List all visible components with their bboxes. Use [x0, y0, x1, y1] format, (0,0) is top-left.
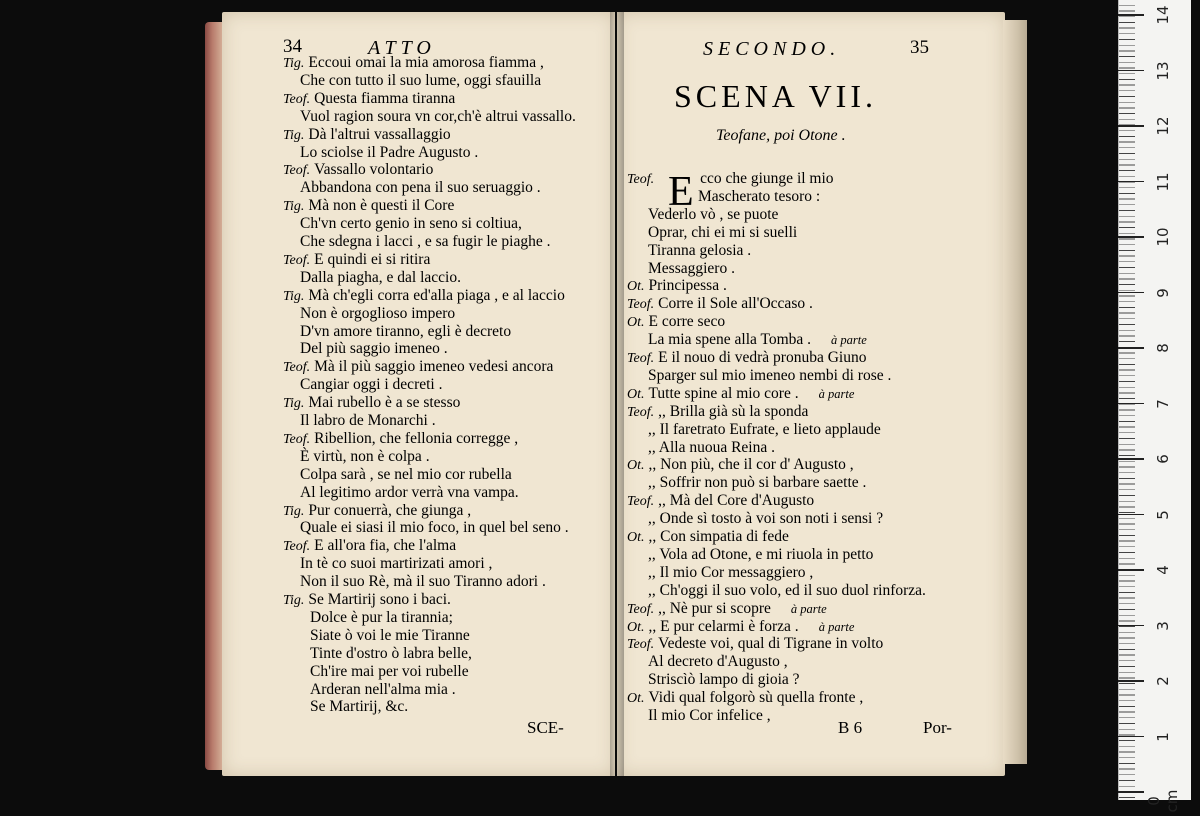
left-text-line — [310, 663, 469, 680]
right-text-line — [648, 474, 866, 491]
verse-text: Ch'ire mai per voi rubelle — [310, 662, 469, 680]
speaker-label: Ot. — [627, 530, 645, 545]
right-text-line — [648, 546, 873, 563]
left-text-line — [283, 358, 553, 376]
ruler-number: 2 — [1154, 676, 1172, 686]
left-text-line — [283, 430, 518, 448]
ruler-number: 13 — [1154, 60, 1172, 81]
verse-text: ,, Nè pur si scopre — [658, 599, 771, 617]
ruler-number: 14 — [1154, 5, 1172, 25]
left-text-line — [300, 448, 430, 465]
verse-text: E quindi ei si ritira — [314, 250, 431, 268]
page-stack-edge — [1003, 20, 1027, 764]
speaker-label: Tig. — [283, 396, 305, 412]
speaker-label: Ot. — [627, 691, 645, 707]
verse-text: Il mio Cor infelice , — [648, 707, 771, 724]
left-text-line — [283, 537, 456, 555]
ruler-major-tick — [1118, 236, 1144, 238]
ruler-major-tick — [1118, 70, 1144, 72]
verse-text: Al decreto d'Augusto , — [648, 653, 788, 671]
right-text-line — [648, 653, 788, 670]
verse-text: Se Martirij sono i baci. — [308, 591, 451, 608]
ruler-number: 9 — [1154, 287, 1172, 298]
right-text-line — [627, 600, 827, 618]
left-text-line — [310, 698, 408, 715]
verse-text: Mà il più saggio imeneo vedesi ancora — [314, 358, 554, 376]
ruler-number: 5 — [1154, 509, 1172, 520]
verse-text: Vedeste voi, qual di Tigrane in volto — [658, 635, 884, 653]
left-text-line — [310, 645, 472, 662]
verse-text: In tè co suoi martirizati amori , — [300, 555, 493, 573]
right-text-line — [648, 242, 751, 259]
verse-text: Questa fiamma tiranna — [314, 89, 456, 107]
right-text-line — [627, 492, 814, 510]
ruler-major-tick — [1118, 403, 1144, 405]
verse-text: ,, Il faretrato Eufrate, e lieto applaude — [648, 420, 881, 438]
ruler-number: 4 — [1154, 565, 1172, 575]
speaker-label: Ot. — [627, 315, 645, 331]
speaker-label: Teof. — [283, 91, 311, 107]
left-text-line — [300, 340, 448, 357]
verse-text: Mà non è questi il Core — [308, 197, 455, 215]
left-text-line — [300, 412, 436, 429]
ruler-major-tick — [1118, 791, 1144, 793]
ruler-major-tick — [1118, 625, 1144, 627]
verse-text: Vuol ragion soura vn cor,ch'è altrui vassallo. — [300, 107, 576, 125]
ruler-number: 3 — [1154, 620, 1172, 631]
verse-text: D'vn amore tiranno, egli è decreto — [300, 322, 512, 340]
verse-text: ,, Soffrir non può si barbare saette . — [648, 474, 867, 492]
verse-text: Vederlo vò , se puote — [648, 205, 779, 223]
verse-text: Il labro de Monarchi . — [300, 412, 436, 429]
speaker-label: Teof. — [283, 539, 311, 555]
verse-text: Che sdegna i lacci , e sa fugir le piaghe . — [300, 233, 551, 250]
right-text-line — [648, 367, 891, 384]
right-text-line — [648, 582, 926, 599]
speaker-label: Ot. — [627, 619, 645, 635]
stage-direction: à parte — [818, 386, 855, 401]
speaker-label: Teof. — [283, 252, 311, 268]
right-text-line — [648, 564, 813, 581]
left-text-line — [300, 323, 511, 340]
verse-text: Cangiar oggi i decreti . — [300, 376, 443, 394]
verse-text: ,, Mà del Core d'Augusto — [658, 492, 815, 510]
speaker-label: Teof. — [283, 163, 311, 179]
verse-text: Siate ò voi le mie Tiranne — [310, 626, 470, 644]
scene-title: SCENA VII. — [674, 78, 877, 114]
right-text-line — [648, 671, 800, 688]
drop-cap: E — [668, 169, 694, 215]
verse-text: Oprar, chi ei mi si suelli — [648, 223, 798, 241]
verse-text: Ch'vn certo genio in seno si coltiua, — [300, 215, 522, 233]
verse-text: Che con tutto il suo lume, oggi sfauilla — [300, 71, 542, 89]
right-text-line — [627, 170, 834, 188]
ruler-major-tick — [1118, 125, 1144, 127]
right-text-line — [648, 224, 797, 241]
ruler-major-tick — [1118, 736, 1144, 738]
verse-text: E il nouo di vedrà pronuba Giuno — [658, 349, 867, 366]
left-running-head: ATTO — [368, 37, 436, 59]
speaker-label: Teof. — [283, 360, 311, 376]
verse-text: Se Martirij, &c. — [310, 698, 409, 716]
ruler-number: 6 — [1154, 454, 1172, 464]
left-text-line — [300, 305, 455, 322]
right-text-line — [627, 618, 854, 636]
left-text-line — [300, 179, 541, 196]
verse-text: Eccoui omai la mia amorosa fiamma , — [308, 54, 544, 71]
left-text-line — [300, 144, 478, 161]
verse-text: Principessa . — [648, 277, 727, 295]
left-text-line — [300, 233, 551, 250]
verse-text: ,, E pur celarmi è forza . — [648, 617, 799, 635]
left-catchword: SCE- — [527, 718, 564, 737]
verse-text: Non è orgoglioso impero — [300, 304, 456, 322]
verse-text: Striscìò lampo di gioia ? — [648, 671, 800, 689]
ruler-major-tick — [1118, 14, 1144, 16]
verse-text: Dà l'altrui vassallaggio — [308, 125, 451, 143]
left-text-line — [310, 627, 470, 644]
verse-text: cco che giunge il mio — [700, 170, 834, 187]
right-text-line — [627, 295, 813, 313]
left-text-line — [300, 215, 522, 232]
verse-text: La mia spene alla Tomba . — [648, 331, 812, 349]
speaker-label: Teof. — [627, 297, 655, 313]
verse-text: ,, Brilla già sù la sponda — [658, 402, 809, 420]
ruler-number: 12 — [1154, 116, 1172, 136]
stage-direction: à parte — [818, 619, 855, 634]
left-text-line — [300, 466, 512, 483]
verse-text: ,, Alla nuoua Reina . — [648, 438, 775, 456]
verse-text: Vidi qual folgorò sù quella fronte , — [648, 689, 864, 707]
left-text-line — [283, 394, 460, 412]
left-text-line — [300, 484, 519, 501]
stage-direction: à parte — [831, 333, 867, 348]
left-text-line — [283, 502, 471, 520]
verse-text: Corre il Sole all'Occaso . — [658, 295, 813, 313]
speaker-label: Tig. — [283, 199, 305, 215]
verse-text: ,, Onde sì tosto à voi son noti i sensi ? — [648, 510, 884, 528]
right-text-line — [627, 689, 863, 707]
verse-text: Quale ei siasi il mio foco, in quel bel seno . — [300, 519, 569, 537]
right-text-line — [648, 331, 867, 349]
verse-text: Mascherato tesoro : — [698, 187, 821, 205]
ruler-major-tick — [1118, 680, 1144, 682]
speaker-label: Tig. — [283, 503, 305, 519]
ruler-major-tick — [1118, 514, 1144, 516]
verse-text: Al legitimo ardor verrà vna vampa. — [300, 483, 519, 501]
ruler-number: 10 — [1154, 227, 1172, 247]
right-text-line — [627, 403, 808, 421]
verse-text: Mà ch'egli corra ed'alla piaga , e al laccio — [308, 286, 565, 304]
speaker-label: Ot. — [627, 458, 645, 474]
book-fore-edge — [205, 22, 223, 770]
speaker-label: Tig. — [283, 288, 305, 304]
left-text-line — [310, 609, 453, 626]
left-text-line — [283, 591, 451, 609]
verse-text: Sparger sul mio imeneo nembi di rose . — [648, 366, 892, 384]
verse-text: Non il suo Rè, mà il suo Tiranno adori . — [300, 573, 546, 591]
ruler-major-tick — [1118, 181, 1144, 183]
left-text-line — [283, 54, 544, 72]
ruler-number: 1 — [1154, 731, 1172, 742]
left-text-line — [283, 197, 454, 215]
right-page-number: 35 — [910, 37, 929, 58]
scene-subtitle: Teofane, poi Otone . — [716, 127, 846, 144]
verse-text: Tutte spine al mio core . — [648, 384, 799, 402]
right-text-line — [627, 277, 727, 295]
verse-text: Pur conuerrà, che giunga , — [308, 501, 472, 519]
left-text-line — [283, 126, 451, 144]
speaker-label: Teof. — [627, 601, 655, 617]
right-text-line — [648, 707, 771, 724]
right-text-line — [627, 635, 883, 653]
left-text-line — [300, 573, 546, 590]
ruler-number: 11 — [1154, 171, 1172, 192]
verse-text: Tinte d'ostro ò labra belle, — [310, 644, 472, 662]
book-gutter — [610, 12, 624, 776]
right-text-line — [627, 313, 725, 331]
ruler-major-tick — [1118, 347, 1144, 349]
verse-text: Colpa sarà , se nel mio cor rubella — [300, 465, 512, 483]
verse-text: Arderan nell'alma mia . — [310, 680, 456, 698]
verse-text: E corre seco — [648, 313, 726, 331]
verse-text: Ribellion, che fellonia corregge , — [314, 429, 519, 447]
verse-text: ,, Vola ad Otone, e mi riuola in petto — [648, 545, 874, 563]
right-text-line — [627, 456, 854, 474]
ruler-major-tick — [1118, 458, 1144, 460]
speaker-label: Ot. — [627, 386, 645, 402]
speaker-label: Teof. — [627, 351, 655, 366]
left-page-number: 34 — [283, 36, 302, 57]
left-text-line — [300, 72, 541, 89]
verse-text: ,, Il mio Cor messaggiero , — [648, 563, 814, 581]
right-text-line — [627, 349, 866, 367]
left-text-line — [300, 108, 576, 125]
verse-text: È virtù, non è colpa . — [300, 447, 430, 465]
speaker-label: Teof. — [627, 404, 655, 420]
left-text-line — [283, 251, 430, 269]
verse-text: Tiranna gelosia . — [648, 241, 752, 259]
verse-text: ,, Ch'oggi il suo volo, ed il suo duol rinforza. — [648, 581, 926, 599]
left-text-line — [300, 269, 461, 286]
verse-text: Vassallo volontario — [314, 161, 434, 179]
verse-text: E all'ora fia, che l'alma — [314, 537, 457, 555]
speaker-label: Tig. — [283, 593, 305, 608]
right-text-line — [648, 421, 881, 438]
speaker-label: Teof. — [627, 494, 655, 510]
left-text-line — [283, 90, 455, 108]
left-text-line — [300, 376, 442, 393]
ruler-major-tick — [1118, 292, 1144, 294]
left-text-line — [283, 161, 433, 179]
left-text-line — [283, 287, 565, 305]
verse-text: Dolce è pur la tirannia; — [310, 608, 453, 626]
right-catchword: Por- — [923, 718, 952, 737]
speaker-label: Teof. — [283, 431, 311, 447]
verse-text: Mai rubello è a se stesso — [308, 394, 461, 412]
right-text-line — [648, 206, 778, 223]
ruler-major-tick — [1118, 569, 1144, 571]
signature-mark: B 6 — [838, 718, 863, 737]
verse-text: ,, Con simpatia di fede — [648, 528, 789, 545]
right-text-line — [648, 260, 735, 277]
ruler-number: 0 cm — [1145, 789, 1181, 813]
verse-text: Abbandona con pena il suo seruaggio . — [300, 179, 541, 197]
right-text-line — [648, 510, 883, 527]
verse-text: Dalla piagha, e dal laccio. — [300, 268, 461, 286]
left-text-line — [300, 555, 492, 572]
speaker-label: Ot. — [627, 279, 645, 295]
right-text-line — [648, 439, 775, 456]
verse-text: Lo sciolse il Padre Augusto . — [300, 143, 479, 161]
right-text-line — [627, 528, 789, 546]
speaker-label: Teof. — [627, 637, 655, 653]
left-text-line — [300, 519, 569, 536]
right-text-line — [698, 188, 820, 205]
stage-direction: à parte — [790, 601, 827, 616]
speaker-label: Tig. — [283, 56, 305, 71]
verse-text: Messaggiero . — [648, 259, 735, 277]
verse-text: Del più saggio imeneo . — [300, 340, 448, 358]
speaker-label: Tig. — [283, 127, 305, 143]
right-text-line — [627, 385, 854, 403]
speaker-label: Teof. — [627, 172, 655, 187]
ruler-number: 7 — [1154, 398, 1172, 409]
verse-text: ,, Non più, che il cor d' Augusto , — [648, 456, 854, 474]
left-text-line — [310, 681, 456, 698]
ruler-number: 8 — [1154, 343, 1172, 353]
right-running-head: SECONDO. — [703, 38, 841, 60]
